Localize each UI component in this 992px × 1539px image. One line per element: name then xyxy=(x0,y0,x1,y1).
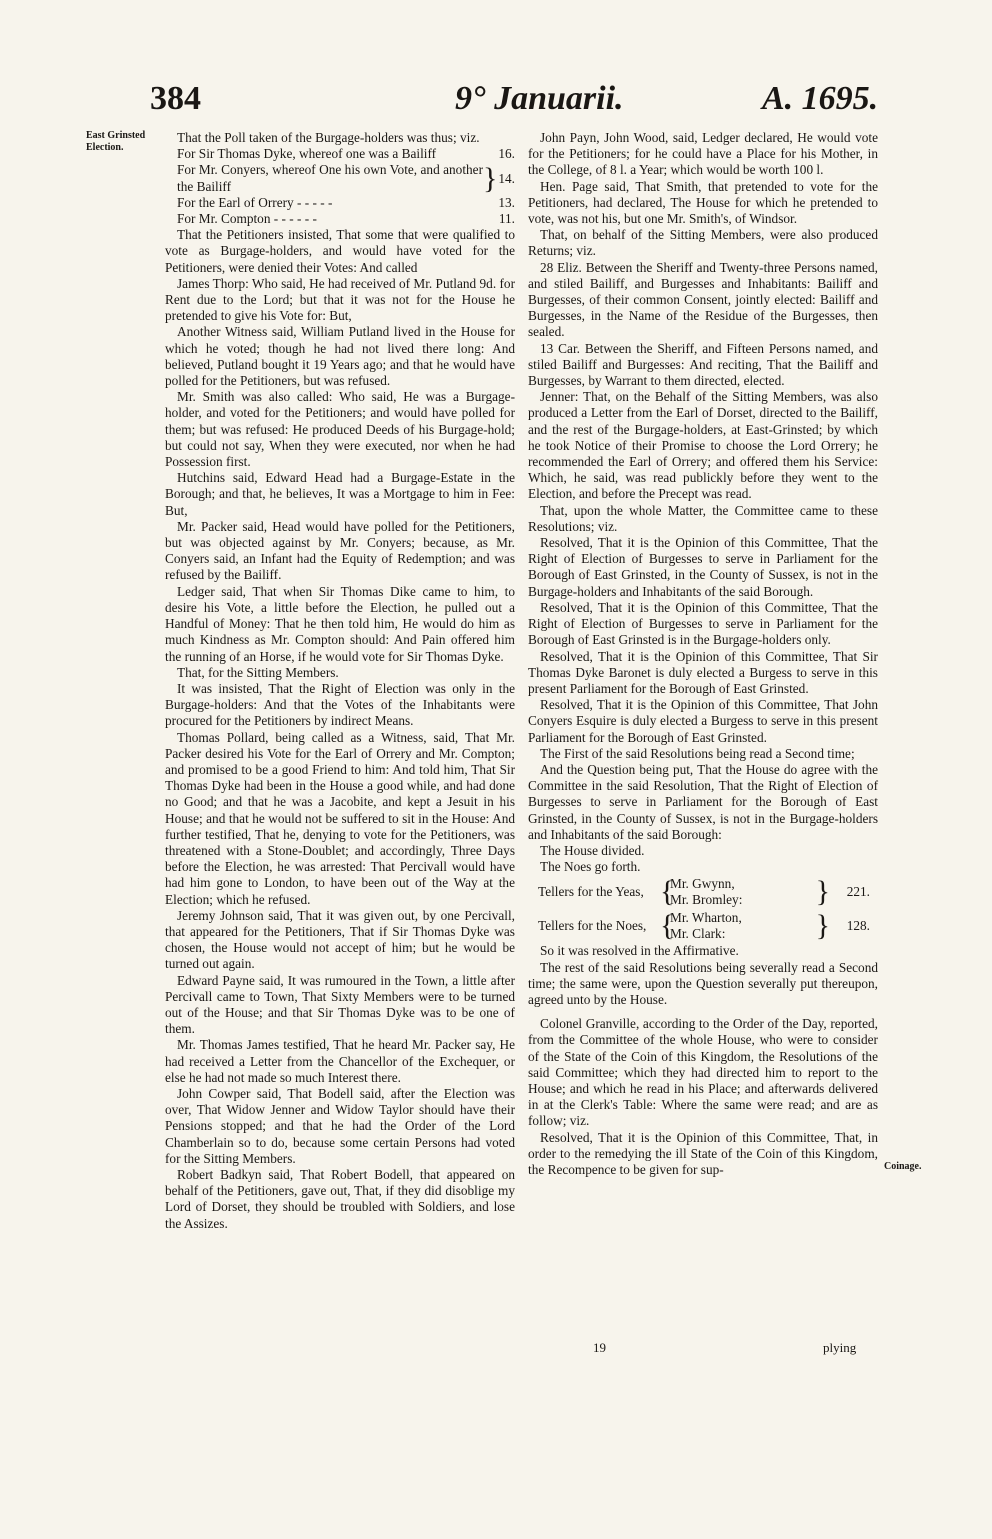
brace: } xyxy=(483,161,498,195)
signature-mark: 19 xyxy=(593,1340,606,1355)
paragraph: Hen. Page said, That Smith, that pretended to vote for the Petitioners, had declared, The House for which he pretended to vote, was not his, but one Mr. Smith's, of Windsor. xyxy=(528,178,878,227)
tellers-names xyxy=(670,910,800,942)
resolution: Resolved, That it is the Opinion of this Committee, That the Right of Election of Burgesses to serve in Parliament for the Borough of East Grinsted is in the Burgage-holders only. xyxy=(528,599,878,648)
paragraph: Thomas Pollard, being called as a Witness, said, That Mr. Packer desired his Vote for the Earl of Orrery and Mr. Compton; and promised to be a good Friend to him: And told him, That Sir Thomas Dyke had been in the House a good while, and had done no Good; and that he was a Jacobite, and kept a Jesuit in his House; and that he would not be suffered to sit in the House: And further testified, That he, denying to vote for the Petitioners, was threatened with a Stone-Doublet; and accordingly, Three Days before the Election, he was arrested: That Percivall would have had him gone to London, to have been out of the Way at the Election; which he refused. xyxy=(165,729,515,907)
resolution: Resolved, That it is the Opinion of this Committee, That John Conyers Esquire is duly elected a Burgess to serve in this present Parliament for the Borough of East Grinsted. xyxy=(528,697,878,745)
tellers-label: Tellers for the Yeas, xyxy=(538,884,644,900)
paragraph: Jenner: That, on the Behalf of the Sitting Members, was also produced a Letter from the Earl of Dorset, directed to the Bailiff, and the rest of the Burgage-holders, at East-Grinsted; by which he took Notice of their Promise to choose the Lord Orrery; he recommended the Earl of Orrery; and offered them his Service: Which, he said, was read publickly before they went to the Election, and before the Precept was read. xyxy=(528,389,878,502)
poll-value: 16. xyxy=(498,146,515,162)
poll-row xyxy=(177,195,515,211)
margin-note-election: East Grinsted Election. xyxy=(86,130,146,153)
poll-label: For Mr. Conyers, whereof One his own Vote, and another the Bailiff xyxy=(177,162,483,194)
brace: } xyxy=(815,875,830,909)
paragraph: John Cowper said, That Bodell said, after the Election was over, That Widow Jenner and Widow Taylor should have their Pensions stopped; and that he had the Order of the Lord Chamberlain so to do, because some certain Persons had voted for the Sitting Members. xyxy=(165,1085,515,1166)
paragraph: John Payn, John Wood, said, Ledger declared, He would vote for the Petitioners; for he could have a Place for his Mother, in the College, of 8 l. a Year; which would be worth 100 l. xyxy=(528,130,878,178)
teller-name: Mr. Clark: xyxy=(670,926,726,942)
tellers-noes xyxy=(538,909,878,943)
brace: { xyxy=(660,875,675,909)
poll-row xyxy=(177,162,515,194)
paragraph: Mr. Thomas James testified, That he heard Mr. Packer say, He had received a Letter from the Chancellor of the Exchequer, or else he had not made so much Interest there. xyxy=(165,1037,515,1085)
tellers-names xyxy=(670,876,800,908)
poll-label: For Sir Thomas Dyke, whereof one was a Bailiff xyxy=(177,146,437,162)
poll-row xyxy=(177,211,515,227)
paragraph: Ledger said, That when Sir Thomas Dike came to him, to desire his Vote, a little before the Election, he pulled out a Handful of Money: That he then told him, He would do him as much Kindness as Mr. Compton should: And Pain offered him the running of an Horse, if he would vote for Sir Thomas Dyke. xyxy=(165,583,515,664)
poll-intro: That the Poll taken of the Burgage-holders was thus; viz. xyxy=(177,130,480,145)
paragraph: 28 Eliz. Between the Sheriff and Twenty-three Persons named, and stiled Bailiff, and Burgesses and Inhabitants: Bailiff and Burgesses, of their common Consent, jointly elected: Bailiff and Burgesses, in the Name of the Residue of the Burgesses, then sealed. xyxy=(528,259,878,340)
resolution: Resolved, That it is the Opinion of this Committee, That Sir Thomas Dyke Baronet is duly elected a Burgess to serve in this present Parliament for the Borough of East Grinsted. xyxy=(528,648,878,696)
section-gap xyxy=(528,1008,878,1016)
poll-row xyxy=(177,146,515,162)
paragraph: That the Petitioners insisted, That some that were qualified to vote as Burgage-holders, and would have voted for the Petitioners, were denied their Votes: And called xyxy=(165,227,515,275)
poll-value: 11. xyxy=(498,211,515,227)
tellers-total: 128. xyxy=(846,918,870,934)
tellers-yeas xyxy=(538,875,878,909)
paragraph: It was insisted, That the Right of Election was only in the Burgage-holders: And that the Votes of the Inhabitants were procured for the Petitioners by indirect Means. xyxy=(165,680,515,729)
paragraph: The House divided. xyxy=(540,842,645,858)
paragraph: The First of the said Resolutions being read a Second time; xyxy=(540,745,855,761)
tellers-total: 221. xyxy=(846,884,870,900)
paragraph: The Noes go forth. xyxy=(540,859,641,875)
tellers-label: Tellers for the Noes, xyxy=(538,918,647,934)
paragraph: So it was resolved in the Affirmative. xyxy=(540,943,739,959)
poll-table xyxy=(177,146,515,227)
page-header xyxy=(0,80,992,130)
poll-label: For Mr. Compton - - - - - - xyxy=(177,211,317,227)
paragraph: That, on behalf of the Sitting Members, were also produced Returns; viz. xyxy=(528,227,878,259)
page-date: 9° Januarii. xyxy=(455,80,624,117)
poll-label: For the Earl of Orrery - - - - - xyxy=(177,194,333,210)
page-year: A. 1695. xyxy=(762,80,879,117)
paragraph: Mr. Smith was also called: Who said, He was a Burgage-holder, and voted for the Petitioners; and would have polled for them; but was refused: He produced Deeds of his Burgage-hold; but could not say, When they were executed, nor when he had Possession first. xyxy=(165,389,515,470)
teller-name: Mr. Wharton, xyxy=(670,910,742,926)
paragraph: Mr. Packer said, Head would have polled for the Petitioners, but was objected against by Mr. Conyers; because, as Mr. Conyers said, an Infant had the Equity of Redemption; and was refused by the Bailiff. xyxy=(165,518,515,583)
paragraph: Another Witness said, William Putland lived in the House for which he voted; though he had not lived there long: And believed, Putland bought it 19 Years ago; and that he would have polled for the Petitioners, but was refused. xyxy=(165,324,515,389)
resolution: Resolved, That it is the Opinion of this Committee, That, in order to the remedying the ill State of the Coin of this Kingdom, the Recompence to be given for sup- xyxy=(528,1129,878,1177)
paragraph: 13 Car. Between the Sheriff, and Fifteen Persons named, and stiled Bailiff and Burgesses: And reciting, That the Bailiff and Burgesses, by Warrant to them directed, elected. xyxy=(528,340,878,389)
paragraph: The rest of the said Resolutions being severally read a Second time; the same were, upon the Question severally put thereupon, agreed unto by the House. xyxy=(528,959,878,1007)
margin-note-coinage: Coinage. xyxy=(884,1161,922,1172)
brace: { xyxy=(660,909,675,943)
resolution: Resolved, That it is the Opinion of this Committee, That the Right of Election of Burgesses to serve in Parliament for the Borough of East Grinsted, in the County of Sussex, is not in the Burgage-holders and Inhabitants of the said Borough. xyxy=(528,535,878,599)
paragraph: That, for the Sitting Members. xyxy=(177,664,339,680)
paragraph: Colonel Granville, according to the Order of the Day, reported, from the Committee of the whole House, who were to consider of the State of the Coin of this Kingdom, the Resolutions of the said Committee; which they had directed him to report to the House; and which he read in his Place; and afterwards delivered in at the Clerk's Table: Where the same were read; and are as follow; viz. xyxy=(528,1016,878,1129)
right-column xyxy=(528,130,878,1178)
teller-name: Mr. Gwynn, xyxy=(670,876,735,892)
paragraph: That, upon the whole Matter, the Committee came to these Resolutions; viz. xyxy=(528,502,878,534)
paragraph: Robert Badkyn said, That Robert Bodell, that appeared on behalf of the Petitioners, gave out, That, if they did disoblige my Lord of Dorset, they should be troubled with Soldiers, and lose the Assizes. xyxy=(165,1167,515,1231)
paragraph: And the Question being put, That the House do agree with the Committee in the said Resolution, That the Right of Election of Burgesses to serve in Parliament for the Borough of East Grinsted, in the County of Sussex, is not in the Burgage-holders and Inhabitants of the said Borough: xyxy=(528,761,878,842)
brace: } xyxy=(815,909,830,943)
paragraph: Edward Payne said, It was rumoured in the Town, a little after Percivall came to Town, That Sixty Members were to be turned out of the House; and that Sir Thomas Dyke was to be one of them. xyxy=(165,972,515,1037)
left-column xyxy=(165,130,515,1232)
paragraph: Jeremy Johnson said, That it was given out, by one Percivall, that appeared for the Petitioners, That if Sir Thomas Dyke was chosen, the House would not accept of him; but he would be turned out again. xyxy=(165,907,515,972)
poll-value: 14. xyxy=(498,170,515,186)
page-number: 384 xyxy=(150,80,201,117)
poll-value: 13. xyxy=(498,194,515,210)
paragraph: James Thorp: Who said, He had received of Mr. Putland 9d. for Rent due to the Lord; but that it was not for the House he pretended to give his Vote for: But, xyxy=(165,275,515,324)
catchword: plying xyxy=(823,1340,857,1355)
teller-name: Mr. Bromley: xyxy=(670,892,743,908)
paragraph: Hutchins said, Edward Head had a Burgage-Estate in the Borough; and that, he believes, It was a Mortgage to him in Fee: But, xyxy=(165,470,515,518)
